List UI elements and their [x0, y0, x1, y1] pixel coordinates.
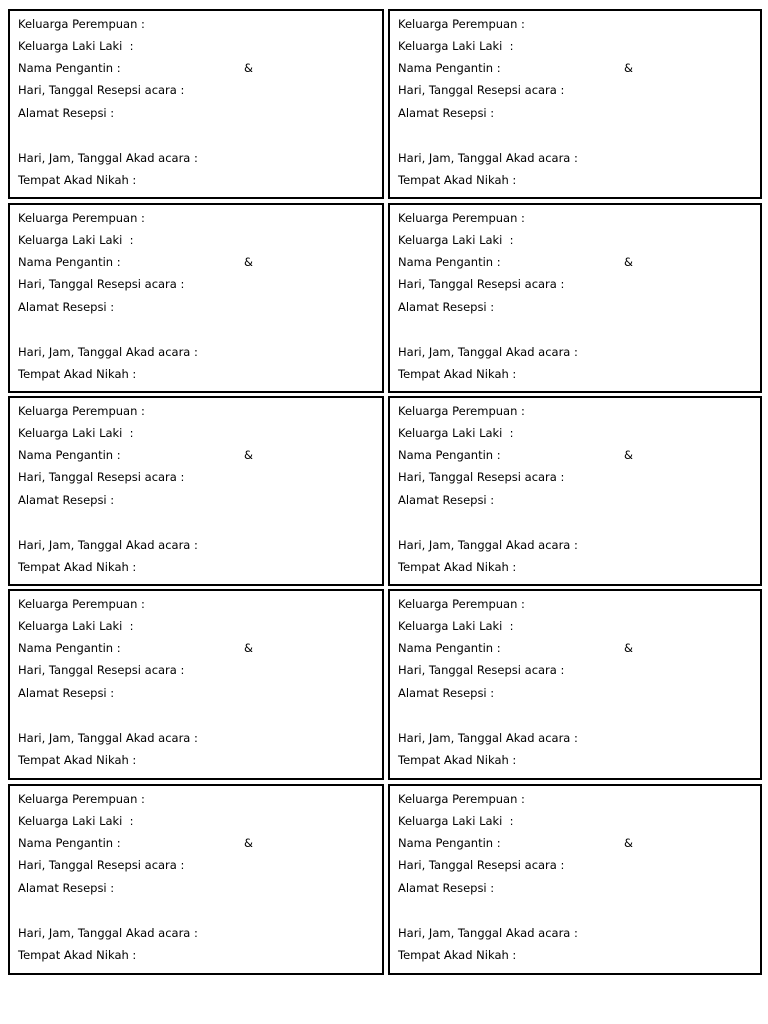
- tempat-akad-nikah-label: Tempat Akad Nikah :: [398, 948, 517, 962]
- invitation-card: [388, 784, 762, 975]
- hari-jam-tanggal-akad-label: Hari, Jam, Tanggal Akad acara :: [18, 926, 198, 940]
- alamat-resepsi-label: Alamat Resepsi :: [398, 881, 495, 895]
- ampersand-separator: &: [244, 255, 253, 269]
- keluarga-perempuan-label: Keluarga Perempuan :: [18, 404, 145, 418]
- ampersand-separator: &: [624, 255, 633, 269]
- invitation-card: [8, 784, 384, 975]
- invitation-card: [388, 203, 762, 393]
- keluarga-perempuan-label: Keluarga Perempuan :: [18, 792, 145, 806]
- alamat-resepsi-label: Alamat Resepsi :: [18, 686, 115, 700]
- keluarga-perempuan-label: Keluarga Perempuan :: [18, 211, 145, 225]
- hari-tanggal-resepsi-label: Hari, Tanggal Resepsi acara :: [398, 858, 565, 872]
- nama-pengantin-label: Nama Pengantin :: [398, 641, 501, 655]
- tempat-akad-nikah-label: Tempat Akad Nikah :: [18, 560, 137, 574]
- ampersand-separator: &: [244, 448, 253, 462]
- keluarga-laki-laki-label: Keluarga Laki Laki :: [18, 814, 134, 828]
- invitation-card: [388, 589, 762, 780]
- invitation-card: [388, 9, 762, 199]
- invitation-card: [8, 396, 384, 586]
- hari-tanggal-resepsi-label: Hari, Tanggal Resepsi acara :: [18, 858, 185, 872]
- alamat-resepsi-label: Alamat Resepsi :: [398, 493, 495, 507]
- alamat-resepsi-label: Alamat Resepsi :: [398, 106, 495, 120]
- keluarga-perempuan-label: Keluarga Perempuan :: [398, 17, 525, 31]
- keluarga-laki-laki-label: Keluarga Laki Laki :: [18, 619, 134, 633]
- hari-jam-tanggal-akad-label: Hari, Jam, Tanggal Akad acara :: [18, 151, 198, 165]
- ampersand-separator: &: [624, 448, 633, 462]
- nama-pengantin-label: Nama Pengantin :: [18, 641, 121, 655]
- tempat-akad-nikah-label: Tempat Akad Nikah :: [18, 753, 137, 767]
- hari-tanggal-resepsi-label: Hari, Tanggal Resepsi acara :: [398, 663, 565, 677]
- invitation-card: [388, 396, 762, 586]
- hari-tanggal-resepsi-label: Hari, Tanggal Resepsi acara :: [18, 277, 185, 291]
- keluarga-laki-laki-label: Keluarga Laki Laki :: [398, 233, 514, 247]
- tempat-akad-nikah-label: Tempat Akad Nikah :: [18, 948, 137, 962]
- invitation-card: [8, 9, 384, 199]
- keluarga-laki-laki-label: Keluarga Laki Laki :: [398, 814, 514, 828]
- nama-pengantin-label: Nama Pengantin :: [398, 255, 501, 269]
- tempat-akad-nikah-label: Tempat Akad Nikah :: [18, 173, 137, 187]
- ampersand-separator: &: [244, 61, 253, 75]
- nama-pengantin-label: Nama Pengantin :: [18, 61, 121, 75]
- keluarga-perempuan-label: Keluarga Perempuan :: [398, 597, 525, 611]
- hari-tanggal-resepsi-label: Hari, Tanggal Resepsi acara :: [398, 83, 565, 97]
- hari-tanggal-resepsi-label: Hari, Tanggal Resepsi acara :: [18, 83, 185, 97]
- hari-jam-tanggal-akad-label: Hari, Jam, Tanggal Akad acara :: [398, 926, 578, 940]
- hari-tanggal-resepsi-label: Hari, Tanggal Resepsi acara :: [398, 470, 565, 484]
- ampersand-separator: &: [624, 836, 633, 850]
- keluarga-laki-laki-label: Keluarga Laki Laki :: [18, 39, 134, 53]
- keluarga-laki-laki-label: Keluarga Laki Laki :: [18, 426, 134, 440]
- tempat-akad-nikah-label: Tempat Akad Nikah :: [398, 560, 517, 574]
- alamat-resepsi-label: Alamat Resepsi :: [18, 300, 115, 314]
- hari-jam-tanggal-akad-label: Hari, Jam, Tanggal Akad acara :: [18, 538, 198, 552]
- hari-jam-tanggal-akad-label: Hari, Jam, Tanggal Akad acara :: [18, 345, 198, 359]
- nama-pengantin-label: Nama Pengantin :: [18, 448, 121, 462]
- keluarga-laki-laki-label: Keluarga Laki Laki :: [398, 39, 514, 53]
- ampersand-separator: &: [624, 641, 633, 655]
- tempat-akad-nikah-label: Tempat Akad Nikah :: [18, 367, 137, 381]
- keluarga-perempuan-label: Keluarga Perempuan :: [398, 404, 525, 418]
- hari-tanggal-resepsi-label: Hari, Tanggal Resepsi acara :: [18, 663, 185, 677]
- hari-jam-tanggal-akad-label: Hari, Jam, Tanggal Akad acara :: [18, 731, 198, 745]
- ampersand-separator: &: [244, 836, 253, 850]
- hari-jam-tanggal-akad-label: Hari, Jam, Tanggal Akad acara :: [398, 538, 578, 552]
- nama-pengantin-label: Nama Pengantin :: [398, 61, 501, 75]
- hari-jam-tanggal-akad-label: Hari, Jam, Tanggal Akad acara :: [398, 731, 578, 745]
- alamat-resepsi-label: Alamat Resepsi :: [398, 686, 495, 700]
- keluarga-perempuan-label: Keluarga Perempuan :: [18, 597, 145, 611]
- alamat-resepsi-label: Alamat Resepsi :: [18, 106, 115, 120]
- ampersand-separator: &: [244, 641, 253, 655]
- nama-pengantin-label: Nama Pengantin :: [398, 836, 501, 850]
- invitation-card: [8, 589, 384, 780]
- hari-jam-tanggal-akad-label: Hari, Jam, Tanggal Akad acara :: [398, 151, 578, 165]
- keluarga-perempuan-label: Keluarga Perempuan :: [398, 211, 525, 225]
- alamat-resepsi-label: Alamat Resepsi :: [18, 493, 115, 507]
- invitation-card: [8, 203, 384, 393]
- keluarga-laki-laki-label: Keluarga Laki Laki :: [398, 426, 514, 440]
- keluarga-perempuan-label: Keluarga Perempuan :: [18, 17, 145, 31]
- nama-pengantin-label: Nama Pengantin :: [18, 836, 121, 850]
- keluarga-laki-laki-label: Keluarga Laki Laki :: [398, 619, 514, 633]
- tempat-akad-nikah-label: Tempat Akad Nikah :: [398, 753, 517, 767]
- alamat-resepsi-label: Alamat Resepsi :: [18, 881, 115, 895]
- alamat-resepsi-label: Alamat Resepsi :: [398, 300, 495, 314]
- nama-pengantin-label: Nama Pengantin :: [398, 448, 501, 462]
- keluarga-laki-laki-label: Keluarga Laki Laki :: [18, 233, 134, 247]
- tempat-akad-nikah-label: Tempat Akad Nikah :: [398, 173, 517, 187]
- hari-tanggal-resepsi-label: Hari, Tanggal Resepsi acara :: [18, 470, 185, 484]
- keluarga-perempuan-label: Keluarga Perempuan :: [398, 792, 525, 806]
- nama-pengantin-label: Nama Pengantin :: [18, 255, 121, 269]
- hari-jam-tanggal-akad-label: Hari, Jam, Tanggal Akad acara :: [398, 345, 578, 359]
- hari-tanggal-resepsi-label: Hari, Tanggal Resepsi acara :: [398, 277, 565, 291]
- tempat-akad-nikah-label: Tempat Akad Nikah :: [398, 367, 517, 381]
- ampersand-separator: &: [624, 61, 633, 75]
